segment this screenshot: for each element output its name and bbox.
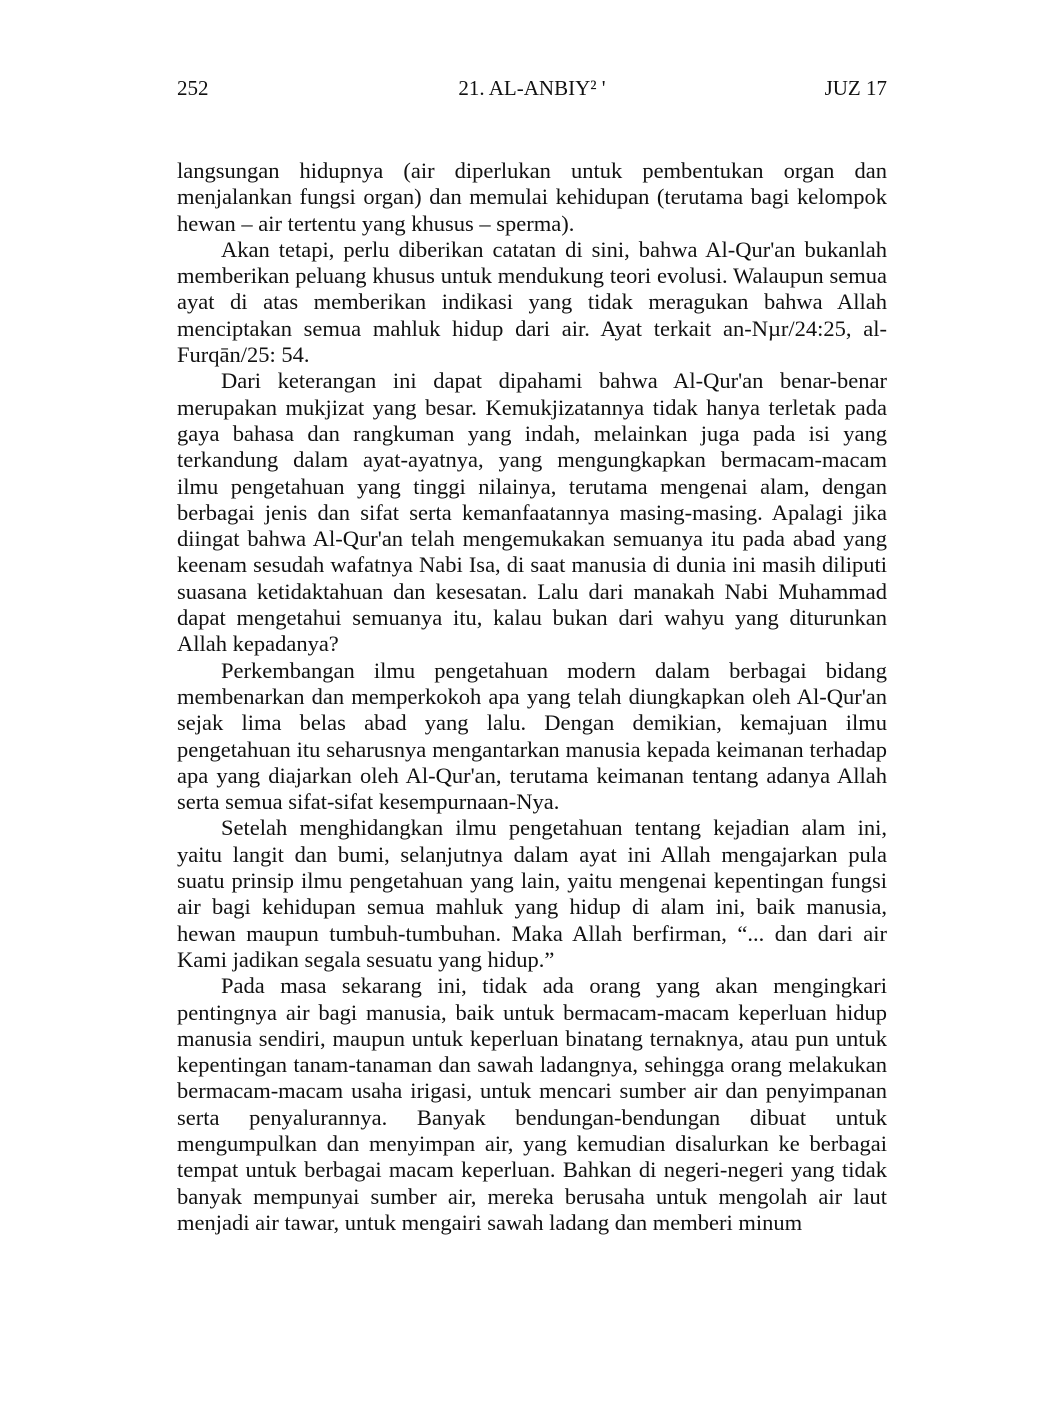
paragraph: Pada masa sekarang ini, tidak ada orang yang akan mengingkari pentingnya air bagi manusia, baik untuk bermacam-macam keperluan hidup manusia sendiri, maupun untuk keperluan binatang ternaknya, atau pun untuk kepentingan tanam-tanaman dan sawah ladangnya, sehingga orang melakukan bermacam-macam usaha irigasi, untuk mencari sumber air dan penyimpanan serta penyalurannya. Banyak bendungan-bendungan dibuat untuk mengumpulkan dan menyimpan air, yang kemudian disalurkan ke berbagai tempat untuk berbagai macam keperluan. Bahkan di negeri-negeri yang tidak banyak mempunyai sumber air, mereka berusaha untuk mengolah air laut menjadi air tawar, untuk mengairi sawah ladang dan memberi minum: [177, 973, 887, 1235]
page-header: [177, 72, 887, 104]
paragraph-continuation: langsungan hidupnya (air diperlukan untuk pembentukan organ dan menjalankan fungsi organ) dan memulai kehidupan (terutama bagi kelompok hewan – air tertentu yang khusus – sperma).: [177, 158, 887, 236]
body-text: [177, 158, 887, 1236]
juz-label: JUZ 17: [824, 76, 887, 100]
paragraph: Setelah menghidangkan ilmu pengetahuan tentang kejadian alam ini, yaitu langit dan bumi, selanjutnya dalam ayat ini Allah mengajarkan pula suatu prinsip ilmu pengetahuan yang lain, yaitu mengenai kepentingan fungsi air bagi kehidupan semua mahluk yang hidup di alam ini, baik manusia, hewan maupun tumbuh-tumbuhan. Maka Allah berfirman, “... dan dari air Kami jadikan segala sesuatu yang hidup.”: [177, 815, 887, 972]
paragraph: Akan tetapi, perlu diberikan catatan di sini, bahwa Al-Qur'an bukanlah memberikan peluang khusus untuk mendukung teori evolusi. Walaupun semua ayat di atas memberikan indikasi yang tidak meragukan bahwa Allah menciptakan semua mahluk hidup dari air. Ayat terkait an-Nµr/24:25, al-Furqān/25: 54.: [177, 236, 887, 368]
paragraph: Perkembangan ilmu pengetahuan modern dalam berbagai bidang membenarkan dan memperkokoh apa yang telah diungkapkan oleh Al-Qur'an sejak lima belas abad yang lalu. Dengan demikian, kemajuan ilmu pengetahuan itu seharusnya mengantarkan manusia kepada keimanan terhadap apa yang diajarkan oleh Al-Qur'an, terutama keimanan tentang adanya Allah serta semua sifat-sifat kesempurnaan-Nya.: [177, 657, 887, 815]
paragraph: Dari keterangan ini dapat dipahami bahwa Al-Qur'an benar-benar merupakan mukjizat yang besar. Kemukjizatannya tidak hanya terletak pada gaya bahasa dan rangkuman yang indah, melainkan juga pada isi yang terkandung dalam ayat-ayatnya, yang mengungkapkan bermacam-macam ilmu pengetahuan yang tinggi nilainya, terutama mengenai alam, dengan berbagai jenis dan sifat serta kemanfaatannya masing-masing. Apalagi jika diingat bahwa Al-Qur'an telah mengemukakan semuanya itu pada abad yang keenam sesudah wafatnya Nabi Isa, di saat manusia di dunia ini masih diliputi suasana ketidaktahuan dan kesesatan. Lalu dari manakah Nabi Muhammad dapat mengetahui semuanya itu, kalau bukan dari wahyu yang diturunkan Allah kepadanya?: [177, 368, 887, 657]
page-number: 252: [177, 76, 209, 100]
chapter-title: 21. AL-ANBIY² ': [458, 76, 606, 100]
